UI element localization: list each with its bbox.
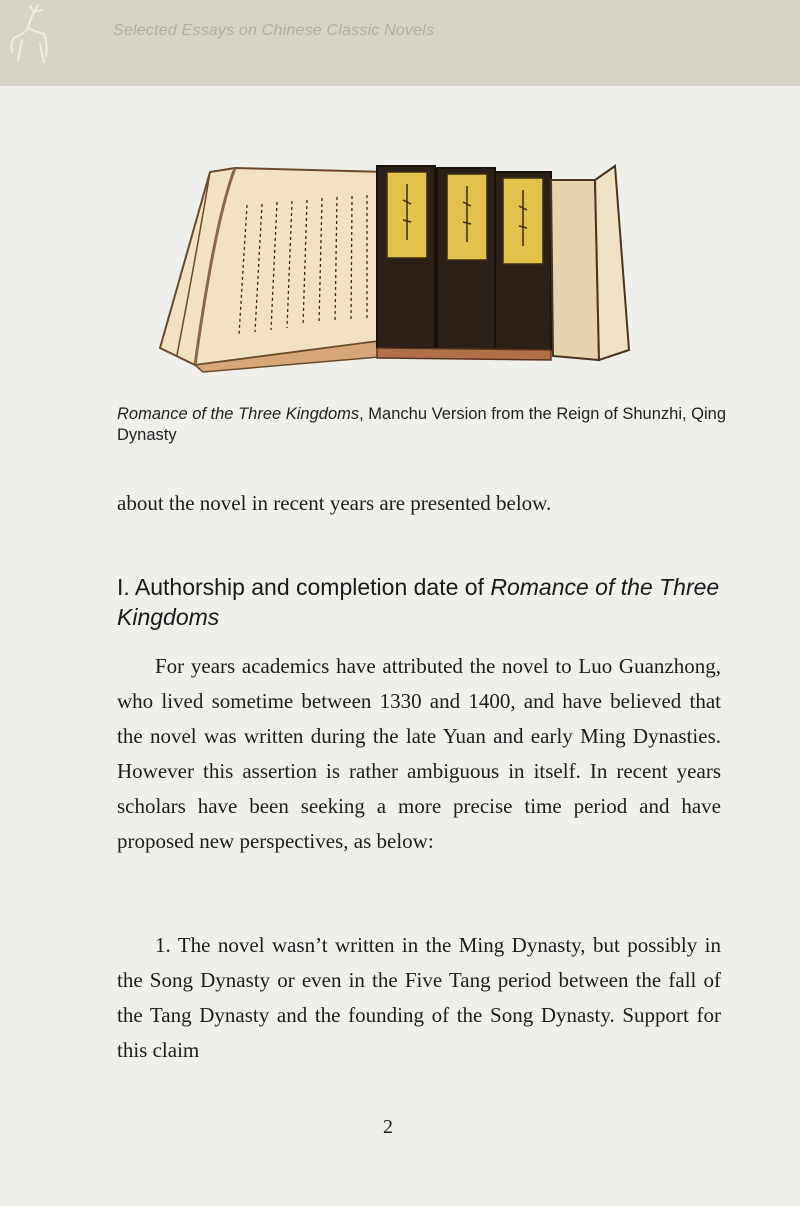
caption-text: , Manchu Version from the Reign of Shunzhi, Qing Dynasty xyxy=(117,405,727,444)
paragraph-point-1 xyxy=(117,928,721,1068)
figure-caption xyxy=(117,404,737,446)
manchu-books-illustration xyxy=(155,160,640,375)
caption-title: Romance of the Three Kingdoms xyxy=(117,405,360,423)
deer-logo-icon xyxy=(4,4,60,66)
page-number: 2 xyxy=(383,1116,393,1138)
paragraph-text: For years academics have attributed the novel to Luo Guanzhong, who lived sometime between 1330 and 1400, and have believed that the novel was written during the late Yuan and early Ming Dynasties. However this assertion is rather ambiguous in itself. In recent years scholars have been seeking a more precise time period and have proposed new perspectives, as below: xyxy=(117,654,721,853)
header-band xyxy=(0,0,800,86)
continuation-line: about the novel in recent years are presented below. xyxy=(117,491,552,515)
heading-prefix: I. Authorship and completion date of xyxy=(117,574,491,600)
paragraph-text: 1. The novel wasn’t written in the Ming Dynasty, but possibly in the Song Dynasty or even in the Five Tang period between the fall of the Tang Dynasty and the founding of the Song Dynasty. Support for this claim xyxy=(117,933,721,1062)
paragraph-authorship xyxy=(117,649,721,859)
section-heading xyxy=(117,572,737,632)
heading-book-title: Romance of the Three Kingdoms xyxy=(117,574,720,630)
running-head: Selected Essays on Chinese Classic Novels xyxy=(113,22,435,39)
